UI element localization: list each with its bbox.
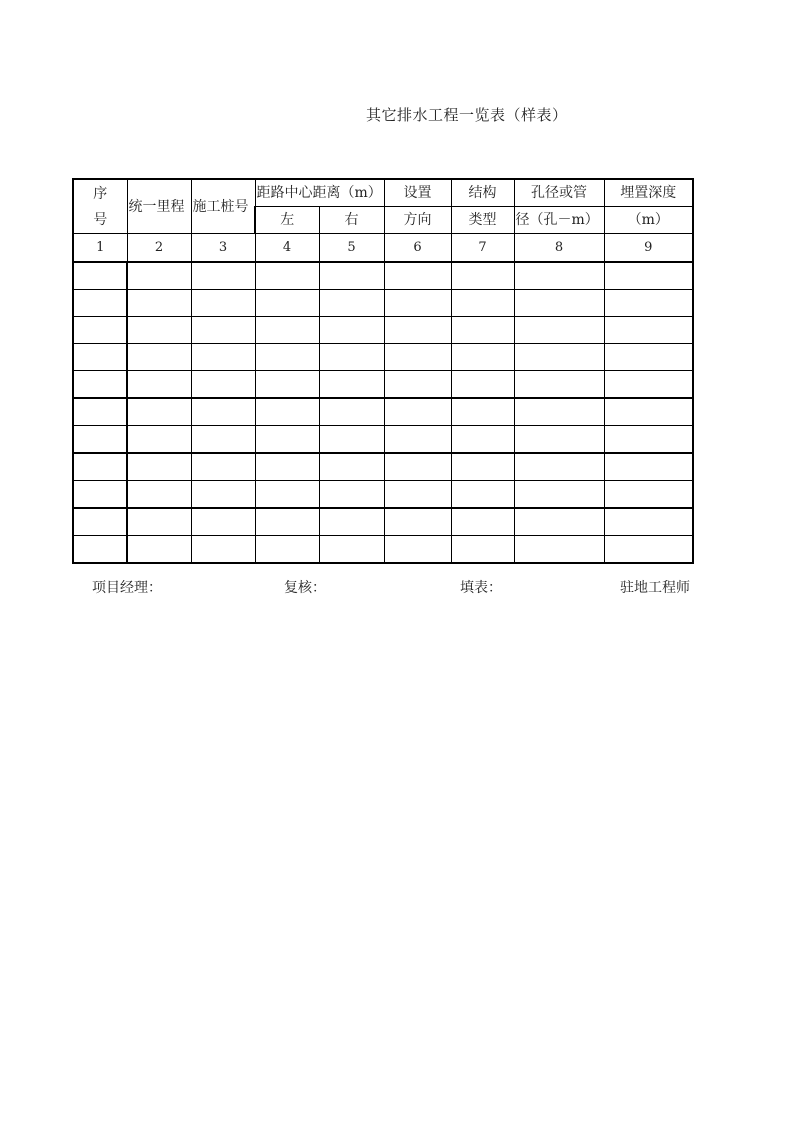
header-structure-top: 结构 (451, 179, 514, 207)
table-cell (191, 290, 255, 317)
table-cell (604, 453, 693, 481)
table-cell (384, 344, 451, 371)
table-row (73, 453, 693, 481)
table-cell (384, 426, 451, 454)
table-cell (319, 398, 384, 426)
footer-fill: 填表： (460, 580, 502, 596)
table-cell (255, 453, 319, 481)
table-cell (127, 262, 191, 290)
table-row (73, 426, 693, 454)
table-cell (73, 398, 127, 426)
header-left: 左 (255, 207, 319, 234)
table-cell (191, 481, 255, 509)
table-cell (319, 481, 384, 509)
header-direction-top: 设置 (384, 179, 451, 207)
drainage-table (72, 178, 694, 564)
table-cell (73, 290, 127, 317)
table-cell (451, 536, 514, 564)
header-seq-top: 序 (93, 185, 108, 202)
table-cell (319, 371, 384, 399)
column-number: 9 (604, 234, 693, 263)
table-cell (191, 317, 255, 344)
table-cell (319, 453, 384, 481)
table-cell (384, 371, 451, 399)
table-cell (514, 481, 604, 509)
table-cell (191, 262, 255, 290)
table-cell (127, 290, 191, 317)
table-cell (255, 344, 319, 371)
header-aperture-bottom: 径（孔－m） (514, 207, 604, 234)
table-cell (255, 290, 319, 317)
column-number-row (73, 234, 693, 263)
table-cell (451, 508, 514, 536)
table-row (73, 290, 693, 317)
table-cell (604, 536, 693, 564)
table-cell (384, 317, 451, 344)
table-cell (191, 398, 255, 426)
table-cell (319, 536, 384, 564)
table-cell (319, 426, 384, 454)
table-cell (384, 508, 451, 536)
table-cell (73, 508, 127, 536)
table-cell (319, 290, 384, 317)
table-cell (604, 508, 693, 536)
table-cell (514, 317, 604, 344)
header-direction-bottom: 方向 (384, 207, 451, 234)
table-cell (514, 262, 604, 290)
table-cell (604, 262, 693, 290)
table-cell (604, 290, 693, 317)
table-cell (319, 262, 384, 290)
table-cell (127, 371, 191, 399)
table-cell (127, 481, 191, 509)
table-cell (73, 536, 127, 564)
table-cell (255, 371, 319, 399)
table-row (73, 536, 693, 564)
header-pile: 施工桩号 (191, 179, 255, 234)
header-depth-bottom: （m） (604, 207, 693, 234)
table-cell (451, 344, 514, 371)
header-depth-top: 埋置深度 (604, 179, 693, 207)
table-cell (319, 344, 384, 371)
table-cell (127, 508, 191, 536)
footer-manager: 项目经理： (92, 580, 162, 596)
table-cell (73, 317, 127, 344)
column-number: 7 (451, 234, 514, 263)
table-cell (451, 426, 514, 454)
page-title: 其它排水工程一览表（样表） (366, 106, 568, 124)
header-structure-bottom: 类型 (451, 207, 514, 234)
table-cell (514, 398, 604, 426)
table-cell (514, 508, 604, 536)
column-number: 5 (319, 234, 384, 263)
table-row (73, 262, 693, 290)
table-cell (384, 481, 451, 509)
table-cell (604, 344, 693, 371)
table-cell (255, 536, 319, 564)
table-row (73, 344, 693, 371)
table-row (73, 398, 693, 426)
table-cell (451, 262, 514, 290)
table-cell (255, 481, 319, 509)
table-cell (514, 344, 604, 371)
table-cell (191, 453, 255, 481)
table-cell (127, 344, 191, 371)
table-cell (514, 371, 604, 399)
table-row (73, 317, 693, 344)
table-cell (604, 481, 693, 509)
table-cell (451, 371, 514, 399)
table-cell (604, 426, 693, 454)
table-cell (255, 262, 319, 290)
table-cell (255, 508, 319, 536)
table-cell (127, 453, 191, 481)
table-cell (384, 536, 451, 564)
table-cell (384, 262, 451, 290)
header-aperture-top: 孔径或管 (514, 179, 604, 207)
table-cell (73, 262, 127, 290)
header-seq (73, 179, 127, 234)
column-number: 2 (127, 234, 191, 263)
table-row (73, 481, 693, 509)
table-cell (514, 536, 604, 564)
table-cell (191, 344, 255, 371)
footer-review: 复核： (284, 580, 326, 596)
header-distance: 距路中心距离（m） (255, 179, 384, 207)
table-cell (255, 317, 319, 344)
table-cell (191, 536, 255, 564)
table-cell (319, 317, 384, 344)
table-cell (451, 317, 514, 344)
table-cell (127, 398, 191, 426)
column-number: 3 (191, 234, 255, 263)
column-number: 1 (73, 234, 127, 263)
table-row (73, 508, 693, 536)
table-cell (255, 398, 319, 426)
footer-resident: 驻地工程师 (620, 580, 690, 596)
table-cell (127, 426, 191, 454)
table-cell (73, 371, 127, 399)
table-cell (73, 481, 127, 509)
table-row (73, 371, 693, 399)
table-cell (73, 426, 127, 454)
column-number: 4 (255, 234, 319, 263)
column-number: 8 (514, 234, 604, 263)
table-cell (384, 398, 451, 426)
table-cell (451, 481, 514, 509)
header-mileage: 统一里程 (127, 179, 191, 234)
table-cell (451, 453, 514, 481)
table-cell (604, 398, 693, 426)
table-cell (514, 453, 604, 481)
table-cell (384, 453, 451, 481)
table-cell (127, 317, 191, 344)
table-cell (604, 317, 693, 344)
table-cell (73, 344, 127, 371)
table-cell (514, 426, 604, 454)
header-seq-bottom: 号 (93, 211, 108, 228)
table-cell (73, 453, 127, 481)
table-cell (384, 290, 451, 317)
table-cell (191, 508, 255, 536)
table-cell (514, 290, 604, 317)
table-cell (319, 508, 384, 536)
table-cell (451, 290, 514, 317)
table-cell (255, 426, 319, 454)
table-cell (451, 398, 514, 426)
table-cell (604, 371, 693, 399)
table-cell (191, 371, 255, 399)
table-cell (127, 536, 191, 564)
header-right: 右 (319, 207, 384, 234)
column-number: 6 (384, 234, 451, 263)
table-cell (191, 426, 255, 454)
